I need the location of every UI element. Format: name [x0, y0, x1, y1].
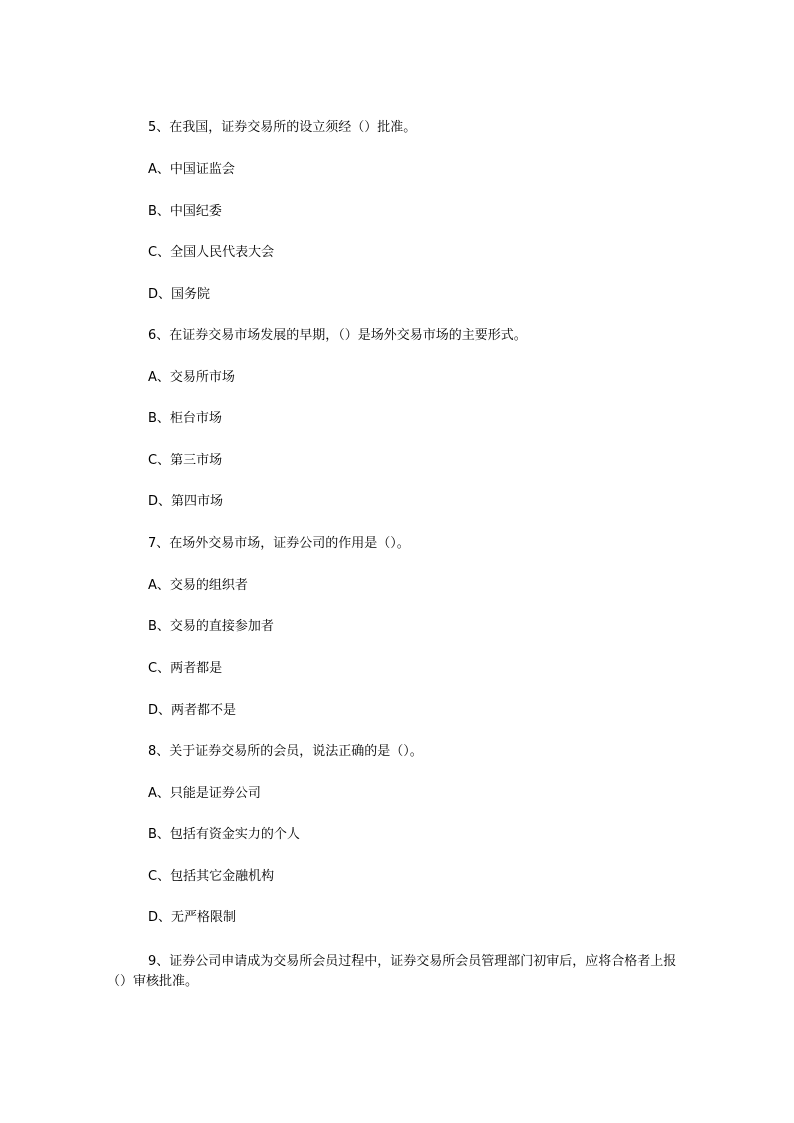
question-5-option-b: B、中国纪委 [148, 204, 222, 219]
question-5-option-c: C、全国人民代表大会 [148, 245, 275, 260]
question-5-option-d: D、国务院 [148, 287, 211, 302]
question-5-option-a: A、中国证监会 [148, 162, 235, 177]
question-9-stem: 9、证券公司申请成为交易所会员过程中，证券交易所会员管理部门初审后，应将合格者上报（）审核批准。 [107, 954, 677, 989]
question-7-option-c: C、两者都是 [148, 661, 223, 676]
question-6-option-b: B、柜台市场 [148, 411, 222, 426]
question-6-option-a: A、交易所市场 [148, 370, 235, 385]
question-8-option-d: D、无严格限制 [148, 910, 237, 925]
question-8-option-b: B、包括有资金实力的个人 [148, 827, 300, 842]
question-7-option-b: B、交易的直接参加者 [148, 619, 274, 634]
question-7-option-d: D、两者都不是 [148, 703, 237, 718]
question-8-option-a: A、只能是证券公司 [148, 786, 261, 801]
question-7-stem: 7、在场外交易市场，证券公司的作用是（）。 [148, 536, 410, 551]
question-8-stem: 8、关于证券交易所的会员，说法正确的是（）。 [148, 744, 423, 759]
question-6-option-d: D、第四市场 [148, 494, 224, 509]
question-7-option-a: A、交易的组织者 [148, 578, 248, 593]
question-6-option-c: C、第三市场 [148, 453, 223, 468]
question-5-stem: 5、在我国，证券交易所的设立须经（）批准。 [148, 120, 417, 135]
question-6-stem: 6、在证券交易市场发展的早期，（）是场外交易市场的主要形式。 [148, 328, 527, 343]
question-8-option-c: C、包括其它金融机构 [148, 869, 275, 884]
